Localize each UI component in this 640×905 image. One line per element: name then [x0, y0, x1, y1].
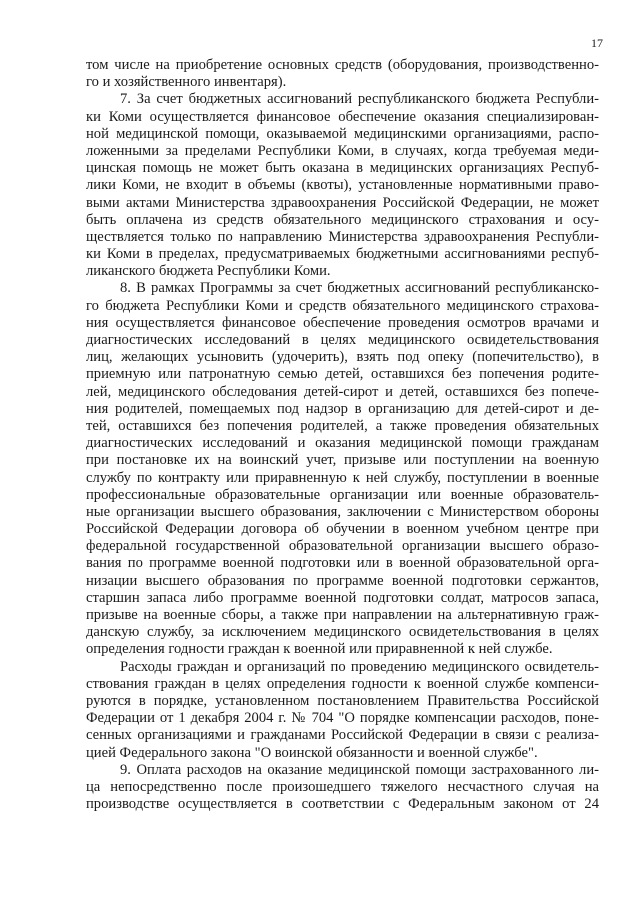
- text-line: низации высшего образования по программе военной подготовки сержантов,: [86, 572, 599, 589]
- text-line: данскую службу, за исключением медицинского освидетельствования в целях: [86, 624, 599, 641]
- text-line: го бюджета Республики Коми и средств обязательного медицинского страхова-: [86, 297, 599, 314]
- text-line: определения годности граждан к военной или приравненной к ней службе.: [86, 641, 553, 658]
- text-line: 9. Оплата расходов на оказание медицинской помощи застрахованного ли-: [120, 761, 599, 778]
- text-line: Расходы граждан и организаций по проведению медицинского освидетель-: [120, 658, 599, 675]
- text-line: ствования граждан в целях определения годности к военной службе компенси-: [86, 675, 599, 692]
- text-line: лиц, желающих усыновить (удочерить), взять под опеку (попечительство), в: [86, 349, 599, 366]
- text-line: лики Коми, не входит в объемы (квоты), установленные нормативными право-: [86, 177, 599, 194]
- text-line: сенных организациями и гражданами Российской Федерации в связи с реализа-: [86, 727, 599, 744]
- document-body: [86, 57, 599, 813]
- text-line: выми актами Министерства здравоохранения Российской Федерации, не может: [86, 194, 599, 211]
- text-line: производстве осуществляется в соответствии с Федеральным законом от 24: [86, 796, 599, 813]
- text-line: профессиональные образовательные организации или военные образователь-: [86, 486, 599, 503]
- text-line: тей, оставшихся без попечения родителей, а также проведения обязательных: [86, 417, 599, 434]
- text-line: ной медицинской помощи, оказываемой медицинскими организациями, распо-: [86, 125, 599, 142]
- text-line: старшин запаса либо программе военной подготовки солдат, матросов запаса,: [86, 589, 599, 606]
- text-line: ния родителей, помещаемых под надзор в организацию для детей-сирот и де-: [86, 400, 599, 417]
- text-line: ликанского бюджета Республики Коми.: [86, 263, 331, 280]
- text-line: ки Коми в пределах, предусматриваемых бюджетными ассигнованиями респуб-: [86, 246, 599, 263]
- text-line: при постановке их на воинский учет, призыве или поступлении на военную: [86, 452, 599, 469]
- text-line: том числе на приобретение основных средств (оборудования, производственно-: [86, 57, 599, 73]
- text-line: лей, медицинского обследования детей-сирот и детей, оставшихся без попече-: [86, 383, 599, 400]
- text-line: диагностических исследований в целях медицинского освидетельствования: [86, 332, 599, 348]
- text-line: цинская помощь не может быть оказана в медицинских организациях Респуб-: [86, 160, 599, 177]
- text-line: ки Коми осуществляется финансовое обеспечение оказания специализирован-: [86, 108, 599, 125]
- text-line: быть оплачена из средств обязательного медицинского страхования и осу-: [86, 211, 599, 228]
- text-line: руются в порядке, установленном постановлением Правительства Российской: [86, 692, 599, 709]
- text-line: федеральной государственной образовательной организации высшего образо-: [86, 538, 599, 555]
- text-line: ные организации высшего образования, заключении с Министерством обороны: [86, 503, 599, 520]
- text-line: 8. В рамках Программы за счет бюджетных ассигнований республиканско-: [120, 280, 599, 297]
- text-line: ца непосредственно после произошедшего тяжелого несчастного случая на: [86, 778, 599, 795]
- text-line: Российской Федерации договора об обучении в военном учебном центре при: [86, 521, 599, 538]
- text-line: диагностических исследований и оказания медицинской помощи гражданам: [86, 435, 599, 452]
- text-line: цией Федерального закона "О воинской обязанности и военной службе".: [86, 744, 538, 761]
- text-line: ществляется только по направлению Министерства здравоохранения Республи-: [86, 228, 599, 245]
- text-line: ложенными за пределами Республики Коми, в случаях, когда требуемая меди-: [86, 142, 599, 159]
- text-line: вания по программе военной подготовки или в военной образовательной орга-: [86, 555, 599, 572]
- text-line: службу по контракту или приравненную к ней службу, поступлении в военные: [86, 469, 599, 486]
- text-line: Федерации от 1 декабря 2004 г. № 704 "О порядке компенсации расходов, поне-: [86, 710, 599, 727]
- text-line: приемную или патронатную семью детей, оставшихся без попечения родите-: [86, 366, 599, 383]
- text-line: 7. За счет бюджетных ассигнований республиканского бюджета Республи-: [120, 91, 599, 108]
- text-line: призыве на военные сборы, а также при направлении на альтернативную граж-: [86, 607, 599, 623]
- page-number: 17: [591, 36, 603, 50]
- text-line: го и хозяйственного инвентаря).: [86, 74, 287, 91]
- text-line: ния осуществляется финансовое обеспечение проведения осмотров врачами и: [86, 314, 599, 331]
